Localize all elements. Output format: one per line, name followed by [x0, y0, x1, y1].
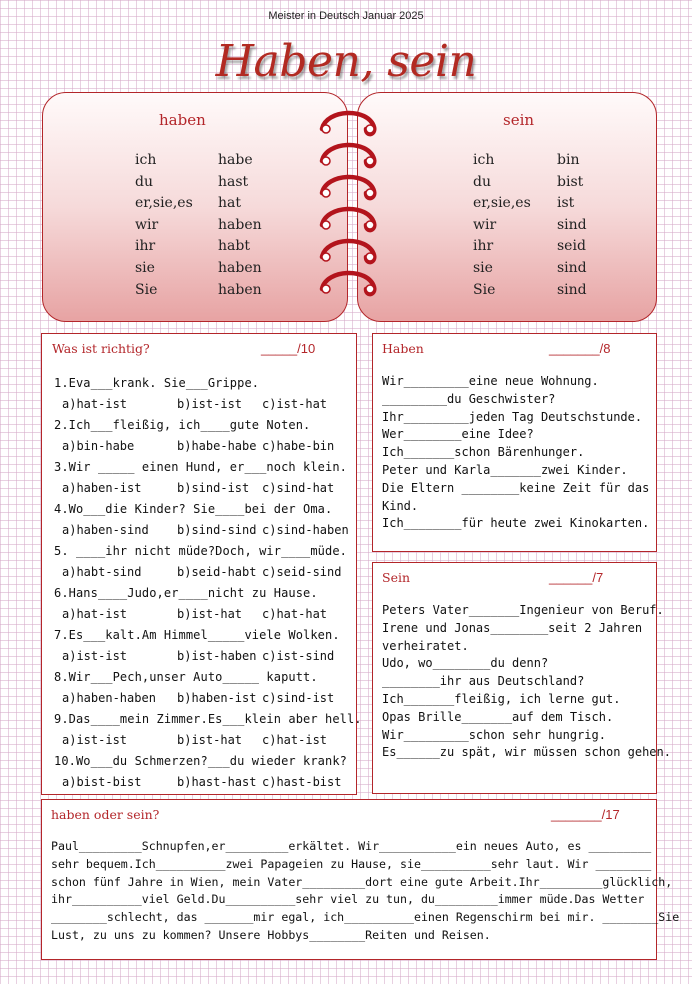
exercise-line: sehr bequem.Ich__________zwei Papageien zu Hause, sie__________sehr laut. Wir ________ [51, 856, 652, 871]
exercise-line: ihr__________viel Geld.Du__________sehr viel zu tun, du_________immer müde.Das Wetter [51, 892, 645, 907]
exercise-score: _______/8 [549, 341, 611, 356]
pronoun: sie [135, 259, 155, 276]
exercise-line: Wir_________schon sehr hungrig. [382, 727, 606, 742]
exercise-title: Haben [382, 341, 424, 356]
page-title: Haben, sein [215, 36, 477, 87]
exercise-line: schon fünf Jahre in Wien, mein Vater_________dort eine gute Arbeit.Ihr_________glücklich, [51, 874, 673, 889]
option-c: c)habe-bin [262, 439, 335, 453]
option-b: b)ist-hat [177, 733, 243, 747]
verb-form: bist [557, 173, 584, 190]
pronoun: ich [135, 152, 157, 168]
exercise-line: Ich________für heute zwei Kinokarten. [382, 516, 650, 531]
exercise-line: Ich_______schon Bärenhunger. [382, 445, 585, 460]
option-b: b)sind-ist [177, 481, 250, 495]
exercise-score: _______/17 [551, 807, 620, 822]
pronoun: ihr [135, 238, 156, 255]
option-c: c)sind-haben [262, 523, 349, 537]
spiral-binding-icon [316, 107, 386, 302]
exercise-line: Wir_________eine neue Wohnung. [382, 374, 599, 388]
pronoun: ihr [473, 238, 494, 255]
verb-form: ist [557, 195, 575, 212]
verb-form: haben [218, 281, 262, 298]
exercise-line: ________ihr aus Deutschland? [382, 674, 585, 689]
exercise-text [382, 602, 671, 762]
exercise-line: Ihr_________jeden Tag Deutschstunde. [382, 409, 643, 424]
option-c: c)sind-hat [262, 481, 335, 495]
exercise-line: Lust, zu uns zu kommen? Unsere Hobbys________Reiten und Reisen. [51, 927, 491, 942]
question: 1.Eva___krank. Sie___Grippe. [54, 376, 260, 390]
pronoun: wir [135, 216, 159, 233]
option-b: b)habe-habe [177, 439, 257, 453]
verb-form: habt [218, 238, 250, 255]
verb-form: sind [557, 216, 587, 233]
option-c: c)hast-bist [262, 775, 342, 789]
verb-form: haben [218, 259, 262, 276]
sein-pronouns [473, 150, 531, 301]
exercise-line: Irene und Jonas________seit 2 Jahren [382, 620, 643, 635]
verb-form: haben [218, 216, 262, 233]
option-a: a)ist-ist [62, 733, 128, 747]
exercise-sein [372, 562, 671, 794]
exercise-text [51, 838, 680, 945]
exercise-line: Paul_________Schnupfen,er_________erkältet. Wir___________ein neues Auto, es _________ [51, 839, 652, 853]
option-b: b)haben-ist [177, 691, 257, 705]
option-c: c)ist-hat [262, 397, 328, 411]
exercise-line: ________schlecht, das _______mir egal, ich__________einen Regenschirm bei mir. ________Sie [51, 910, 680, 925]
option-a: a)haben-haben [62, 691, 156, 705]
verb-form: sind [557, 259, 587, 276]
exercise-title: Sein [382, 570, 411, 585]
haben-conjugation-card [42, 92, 348, 322]
pronoun: er,sie,es [135, 195, 193, 212]
exercise-was-ist-richtig [41, 333, 362, 795]
exercise-score: ______/7 [549, 570, 604, 585]
exercise-line: verheiratet. [382, 638, 469, 653]
verb-form: bin [557, 152, 580, 168]
option-c: c)ist-sind [262, 649, 335, 663]
verb-form: hat [218, 195, 241, 212]
question: 8.Wir___Pech,unser Auto_____ kaputt. [54, 670, 318, 684]
exercise-line: Udo, wo________du denn? [382, 656, 549, 671]
exercise-line: Opas Brille_______auf dem Tisch. [382, 709, 614, 724]
question: 10.Wo___du Schmerzen?___du wieder krank? [54, 754, 347, 768]
option-a: a)haben-ist [62, 481, 142, 495]
verb-form: hast [218, 173, 249, 190]
question: 4.Wo___die Kinder? Sie____bei der Oma. [54, 502, 333, 516]
pronoun: Sie [135, 281, 158, 298]
option-a: a)haben-sind [62, 523, 149, 537]
exercise-line: Peters Vater_______Ingenieur von Beruf. [382, 603, 664, 617]
verb-form: habe [218, 152, 253, 168]
option-b: b)ist-hat [177, 607, 243, 621]
question: 5. ____ihr nicht müde?Doch, wir____müde. [54, 544, 347, 558]
sein-conjugation-card [357, 92, 657, 322]
option-a: a)hat-ist [62, 397, 128, 411]
pronoun: ich [473, 152, 495, 168]
exercise-line: _________du Geschwister? [382, 391, 556, 406]
exercise-line: Peter und Karla_______zwei Kinder. [382, 462, 628, 477]
pronoun: sie [473, 259, 493, 276]
question: 3.Wir _____ einen Hund, er___noch klein. [54, 460, 347, 474]
exercise-text [382, 373, 650, 533]
question: 2.Ich___fleißig, ich____gute Noten. [54, 418, 311, 432]
pronoun: du [135, 173, 153, 190]
page-header: Meister in Deutsch Januar 2025 [268, 10, 424, 22]
question: 9.Das____mein Zimmer.Es___klein aber hell. [54, 712, 362, 726]
option-b: b)ist-haben [177, 649, 257, 663]
exercise-line: Die Eltern ________keine Zeit für das [382, 480, 650, 495]
pronoun: Sie [473, 281, 496, 298]
pronoun: er,sie,es [473, 195, 531, 212]
exercise-line: Ich_______fleißig, ich lerne gut. [382, 691, 621, 706]
haben-pronouns [135, 150, 193, 301]
option-c: c)sind-ist [262, 691, 335, 705]
option-b: b)hast-hast [177, 775, 257, 789]
question: 6.Hans____Judo,er____nicht zu Hause. [54, 586, 318, 600]
option-a: a)hat-ist [62, 607, 128, 621]
verb-form: seid [557, 238, 586, 255]
exercise-line: Wer________eine Idee? [382, 427, 534, 442]
exercise-haben [372, 333, 657, 552]
option-c: c)hat-ist [262, 733, 328, 747]
exercise-title: Was ist richtig? [52, 341, 150, 356]
sein-heading: sein [503, 111, 535, 129]
sein-forms [557, 150, 587, 301]
option-a: a)habt-sind [62, 565, 142, 579]
haben-forms [218, 150, 262, 301]
pronoun: du [473, 173, 491, 190]
option-b: b)seid-habt [177, 565, 257, 579]
option-a: a)bin-habe [62, 439, 135, 453]
option-b: b)ist-ist [177, 397, 243, 411]
pronoun: wir [473, 216, 497, 233]
exercise-haben-oder-sein [41, 799, 680, 960]
haben-heading: haben [159, 111, 206, 129]
question: 7.Es___kalt.Am Himmel_____viele Wolken. [54, 628, 340, 642]
exercise-line: Es______zu spät, wir müssen schon gehen. [382, 745, 671, 760]
exercise-title: haben oder sein? [51, 807, 160, 822]
verb-form: sind [557, 281, 587, 298]
option-c: c)seid-sind [262, 565, 342, 579]
option-c: c)hat-hat [262, 607, 328, 621]
option-a: a)bist-bist [62, 775, 142, 789]
option-b: b)sind-sind [177, 523, 257, 537]
option-a: a)ist-ist [62, 649, 128, 663]
exercise-score: _____/10 [261, 341, 316, 356]
exercise-line: Kind. [382, 498, 419, 513]
